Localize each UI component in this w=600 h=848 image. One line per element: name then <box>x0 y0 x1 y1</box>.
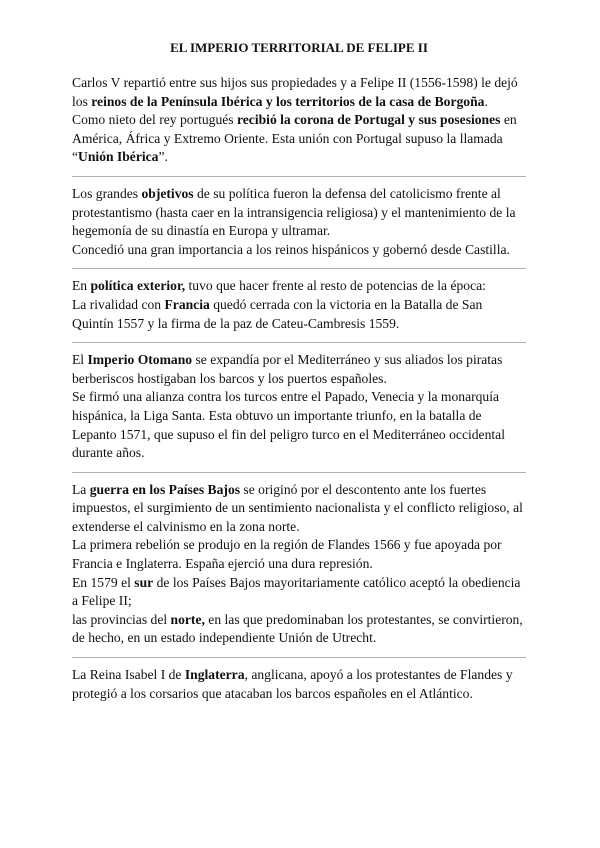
text-run: , anglicana, apoyó a los protestantes de Flandes y protegió a los corsarios que atacaban los barcos españoles en el Atlántico. <box>72 667 513 701</box>
bold-text: guerra en los Países Bajos <box>89 481 241 497</box>
bold-text: objetivos <box>141 185 194 201</box>
text-run: en las que predominaban los protestantes, se convirtieron, de hecho, en un estado independiente Unión de Utrecht. <box>72 611 523 646</box>
section-divider <box>72 342 526 343</box>
text-run: tuvo que hacer frente al resto de potencias de la época: <box>185 278 486 294</box>
bold-text: Unión Ibérica <box>78 149 159 165</box>
paragraph <box>72 241 526 260</box>
section-divider <box>72 268 526 269</box>
section-divider <box>72 472 526 473</box>
bold-text: sur <box>134 574 154 590</box>
bold-text: reinos de la Península Ibérica y los territorios de la casa de Borgoña <box>91 93 485 109</box>
bold-text: Inglaterra <box>184 667 245 683</box>
paragraph <box>72 536 526 573</box>
document-title: EL IMPERIO TERRITORIAL DE FELIPE II <box>170 40 428 55</box>
paragraph <box>72 111 526 167</box>
paragraph <box>72 388 526 462</box>
text-run: Como nieto del rey portugués <box>72 112 237 128</box>
text-run: La <box>72 481 90 497</box>
text-section <box>72 481 526 648</box>
paragraph <box>72 185 526 241</box>
text-section <box>72 351 526 463</box>
text-run: La Reina Isabel I de <box>72 667 185 683</box>
text-run: . <box>484 93 488 109</box>
text-run: quedó cerrada con la victoria en la Batalla de San Quintín 1557 y la firma de la paz de Cateu-Cambresis 1559. <box>72 296 483 331</box>
paragraph <box>72 277 526 296</box>
text-run: La primera rebelión se produjo en la región de Flandes 1566 y fue apoyada por Francia e Inglaterra. España ejerció una dura represión. <box>72 537 502 572</box>
bold-text: política exterior, <box>90 278 186 294</box>
text-run: El <box>72 352 88 368</box>
paragraph <box>72 666 526 703</box>
text-run: Se firmó una alianza contra los turcos entre el Papado, Venecia y la monarquía hispánica, la Liga Santa. Esta obtuvo un importante triunfo, en la batalla de Lepanto 1571, que supuso el fin del peligro turco en el Mediterráneo occidental durante años. <box>72 389 505 461</box>
text-run: En 1579 el <box>72 574 135 590</box>
text-run: Los grandes <box>72 185 142 201</box>
section-divider <box>72 176 526 177</box>
text-run: En <box>72 278 91 294</box>
text-run: las provincias del <box>72 611 171 627</box>
text-section <box>72 74 526 167</box>
bold-text: norte, <box>170 611 205 627</box>
text-run: Carlos V repartió entre sus hijos sus propiedades y a Felipe II (1556-1598) le dejó los <box>72 75 518 109</box>
text-section <box>72 185 526 259</box>
text-run: La rivalidad con <box>72 296 165 312</box>
bold-text: Francia <box>164 296 210 312</box>
bold-text: recibió la corona de Portugal y sus posesiones <box>236 112 501 128</box>
document-body <box>72 74 526 703</box>
paragraph <box>72 481 526 537</box>
bold-text: Imperio Otomano <box>87 352 193 368</box>
text-section <box>72 277 526 333</box>
paragraph <box>72 574 526 611</box>
section-divider <box>72 657 526 658</box>
text-run: de su política fueron la defensa del catolicismo frente al protestantismo (hasta caer en la intransigencia religiosa) y el mantenimiento de la hegemonía de su dinastía en Europa y ultramar. <box>72 185 516 239</box>
text-run: Concedió una gran importancia a los reinos hispánicos y gobernó desde Castilla. <box>72 241 510 257</box>
document-page <box>72 40 526 703</box>
text-run: de los Países Bajos mayoritariamente católico aceptó la obediencia a Felipe II; <box>72 574 521 609</box>
paragraph <box>72 611 526 648</box>
text-run: en América, África y Extremo Oriente. Esta unión con Portugal supuso la llamada “ <box>72 112 517 165</box>
text-run: ”. <box>158 149 168 165</box>
paragraph <box>72 296 526 333</box>
text-run: se originó por el descontento ante los fuertes impuestos, el surgimiento de un sentimiento nacionalista y el conflicto religioso, al extenderse el calvinismo en la zona norte. <box>72 481 523 534</box>
text-run: se expandía por el Mediterráneo y sus aliados los piratas berberiscos hostigaban los barcos y los puertos españoles. <box>72 352 503 386</box>
text-section <box>72 666 526 703</box>
paragraph <box>72 351 526 388</box>
paragraph <box>72 74 526 111</box>
